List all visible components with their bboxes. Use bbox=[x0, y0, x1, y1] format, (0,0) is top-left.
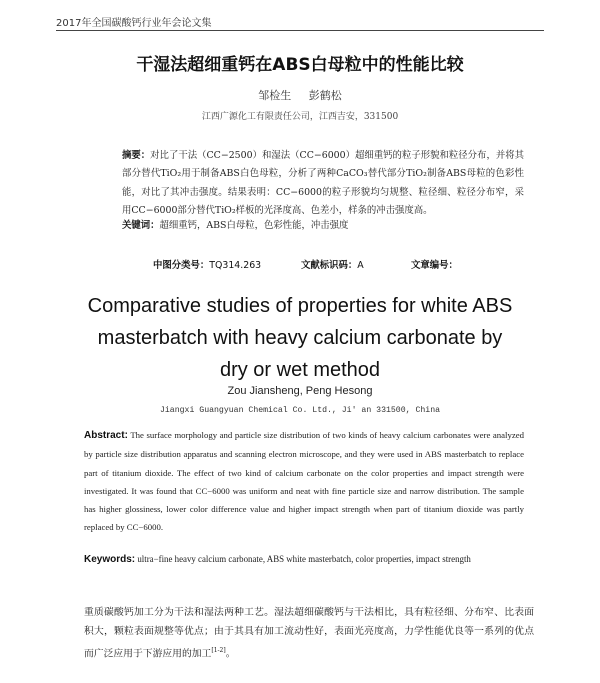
body-paragraph bbox=[84, 603, 534, 663]
running-header: 2017年全国碳酸钙行业年会论文集 bbox=[56, 18, 212, 29]
chinese-abstract-text: 对比了干法（CC−2500）和湿法（CC−6000）超细重钙的粒子形貌和粒径分布，并将其部分替代TiO₂用于制备ABS白色母粒，分析了两种CaCO₃替代部分TiO₂制备ABS母粒的色彩性能，对比了其冲击强度。结果表明：CC−6000的粒子形貌均匀规整、粒径细、粒径分布窄，采用CC−6000部分替代TiO₂样板的光泽度高、色差小，样条的冲击强度高。 bbox=[122, 150, 524, 217]
english-title-line-2: masterbatch with heavy calcium carbonate by bbox=[97, 327, 503, 349]
english-title bbox=[30, 290, 570, 386]
chinese-affiliation: 江西广源化工有限责任公司，江西吉安，331500 bbox=[201, 112, 399, 122]
english-keywords-text: ultra−fine heavy calcium carbonate, ABS white masterbatch, color properties, impact strength bbox=[137, 554, 471, 564]
article-number bbox=[411, 257, 458, 271]
document-code-value: A bbox=[357, 260, 364, 271]
english-authors: Zou Jiansheng, Peng Hesong bbox=[227, 385, 373, 397]
document-code bbox=[301, 257, 364, 271]
header-rule bbox=[56, 30, 544, 31]
english-keywords bbox=[84, 550, 524, 569]
english-keywords-label: Keywords: bbox=[84, 554, 136, 565]
chinese-keywords-label: 关键词： bbox=[122, 220, 160, 231]
chinese-abstract bbox=[122, 147, 524, 221]
english-abstract-label: Abstract: bbox=[84, 430, 128, 441]
citation-ref: [1-2] bbox=[211, 647, 226, 654]
article-number-label: 文章编号： bbox=[411, 260, 458, 271]
body-paragraph-end: 。 bbox=[225, 648, 236, 660]
chinese-title: 干湿法超细重钙在ABS白母粒中的性能比较 bbox=[136, 55, 464, 75]
author-2: 彭鹤松 bbox=[308, 89, 342, 102]
english-abstract bbox=[84, 426, 524, 537]
document-code-label: 文献标识码： bbox=[301, 260, 358, 271]
english-affiliation: Jiangxi Guangyuan Chemical Co. Ltd., Ji' an 331500, China bbox=[159, 406, 441, 415]
chinese-authors bbox=[40, 87, 560, 103]
chinese-abstract-label: 摘要： bbox=[122, 150, 151, 161]
clc-label: 中图分类号： bbox=[153, 260, 210, 271]
english-title-line-3: dry or wet method bbox=[219, 359, 381, 381]
english-title-line-1: Comparative studies of properties for white ABS bbox=[87, 295, 513, 317]
clc-value: TQ314.263 bbox=[209, 260, 262, 271]
chinese-keywords-text: 超细重钙，ABS白母粒，色彩性能，冲击强度 bbox=[159, 220, 349, 231]
author-1: 邹检生 bbox=[258, 89, 292, 102]
body-paragraph-text: 重质碳酸钙加工分为干法和湿法两种工艺。湿法超细碳酸钙与干法相比，具有粒径细、分布窄、比表面积大，颗粒表面规整等优点；由于其具有加工流动性好，表面光亮度高，力学性能优良等一系列的优点而广泛应用于下游应用的加工 bbox=[84, 607, 534, 660]
english-abstract-text: The surface morphology and particle size distribution of two kinds of heavy calcium carbonates were analyzed by particle size distribution apparatus and scanning electron microscope, and they were used in ABS masterbatch to replace part of titanium dioxide. The effect of two kind of calcium carbonate on the color properties and impact strength were investigated. It was found that CC−6000 was uniform and neat with fine particle size and narrow distribution. The sample has higher glossiness, lower color difference value and higher impact strength when part of titanium dioxide was partly replaced by CC−6000. bbox=[84, 430, 525, 533]
chinese-keywords bbox=[122, 217, 524, 231]
clc-number bbox=[153, 257, 261, 271]
